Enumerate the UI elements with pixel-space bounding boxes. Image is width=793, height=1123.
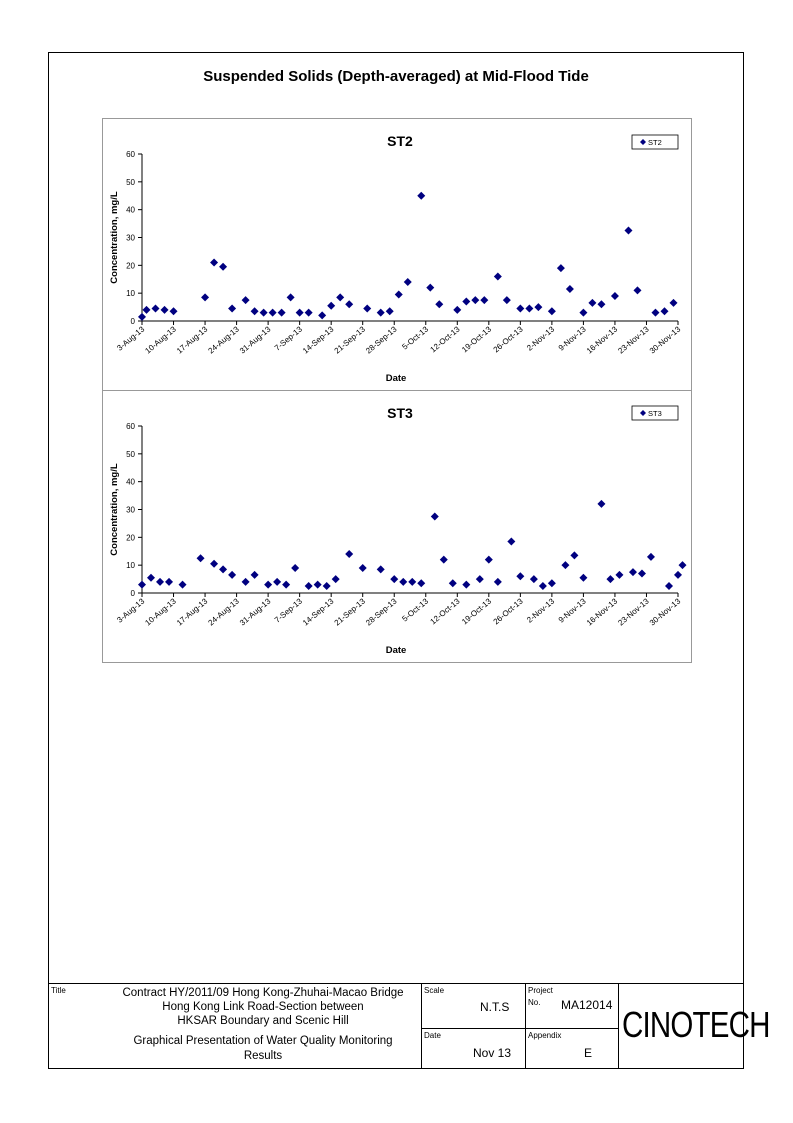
x-tick-label: 30-Nov-13: [647, 596, 683, 628]
data-point: [273, 578, 281, 586]
page-title: Suspended Solids (Depth-averaged) at Mid-Flood Tide: [203, 68, 589, 85]
x-tick-label: 26-Oct-13: [491, 596, 525, 627]
x-tick-label: 30-Nov-13: [647, 324, 683, 356]
x-tick-label: 9-Nov-13: [556, 324, 588, 353]
data-point: [665, 582, 673, 590]
x-tick-label: 14-Sep-13: [301, 596, 336, 628]
data-point: [251, 571, 259, 579]
x-tick-label: 17-Aug-13: [174, 324, 210, 356]
data-point: [426, 284, 434, 292]
y-tick-label: 10: [126, 561, 135, 571]
data-point: [674, 571, 682, 579]
data-point: [597, 300, 605, 308]
scale-value: N.T.S: [480, 1000, 510, 1014]
data-point: [156, 578, 164, 586]
y-tick-label: 0: [130, 317, 135, 326]
subject-line: Graphical Presentation of Water Quality Monitoring: [133, 1035, 393, 1047]
data-point: [170, 307, 178, 315]
x-tick-label: 19-Oct-13: [460, 324, 494, 355]
data-point: [314, 581, 322, 589]
x-tick-label: 7-Sep-13: [272, 596, 304, 625]
y-tick-label: 50: [126, 449, 135, 459]
x-tick-label: 7-Sep-13: [272, 324, 304, 353]
data-point: [210, 259, 218, 267]
y-tick-label: 20: [126, 533, 135, 543]
data-point: [566, 285, 574, 293]
legend-label: ST3: [648, 409, 662, 418]
x-tick-label: 21-Sep-13: [332, 596, 367, 628]
contract-line: Contract HY/2011/09 Hong Kong-Zhuhai-Macao Bridge: [122, 987, 404, 999]
x-tick-label: 5-Oct-13: [400, 324, 431, 352]
x-tick-label: 31-Aug-13: [237, 596, 273, 628]
data-point: [242, 578, 250, 586]
data-point: [318, 311, 326, 319]
data-point: [197, 554, 205, 562]
data-point: [138, 313, 146, 321]
appendix-label: Appendix: [528, 1031, 562, 1040]
appendix-value: E: [584, 1046, 593, 1060]
data-point: [539, 582, 547, 590]
x-tick-label: 19-Oct-13: [460, 596, 494, 627]
data-point: [242, 296, 250, 304]
data-point: [548, 579, 556, 587]
title-block-divider: [525, 984, 526, 1069]
data-point: [228, 571, 236, 579]
x-tick-label: 16-Nov-13: [584, 596, 620, 628]
y-tick-label: 10: [126, 289, 135, 299]
project-no-label: No.: [528, 998, 541, 1007]
subject-line: Results: [243, 1050, 283, 1062]
data-point: [210, 560, 218, 568]
data-point: [399, 578, 407, 586]
data-point: [332, 575, 340, 583]
title-block: [48, 983, 770, 1069]
drawing-subject: [108, 1034, 418, 1064]
x-tick-label: 2-Nov-13: [525, 324, 557, 353]
x-tick-label: 16-Nov-13: [584, 324, 620, 356]
data-point: [395, 291, 403, 299]
y-tick-label: 50: [126, 177, 135, 187]
x-tick-label: 17-Aug-13: [174, 596, 210, 628]
x-tick-label: 24-Aug-13: [206, 596, 241, 628]
project-number: MA12014: [561, 998, 613, 1012]
chart-title: ST3: [387, 405, 413, 421]
data-point: [363, 304, 371, 312]
data-point: [264, 581, 272, 589]
y-tick-label: 60: [126, 150, 135, 159]
contract-line: HKSAR Boundary and Scenic Hill: [177, 1015, 349, 1027]
data-point: [588, 299, 596, 307]
x-tick-label: 5-Oct-13: [400, 596, 431, 624]
y-tick-label: 30: [126, 233, 135, 243]
x-tick-label: 12-Oct-13: [428, 324, 462, 355]
data-point: [143, 306, 151, 314]
data-point: [165, 578, 173, 586]
data-point: [282, 581, 290, 589]
x-tick-label: 21-Sep-13: [332, 324, 367, 356]
data-point: [485, 556, 493, 564]
x-tick-label: 28-Sep-13: [364, 596, 399, 628]
data-point: [624, 227, 632, 235]
data-point: [260, 309, 268, 317]
x-tick-label: 10-Aug-13: [143, 596, 178, 628]
x-tick-label: 10-Aug-13: [143, 324, 178, 356]
x-tick-label: 2-Nov-13: [525, 596, 557, 625]
data-point: [152, 304, 160, 312]
data-point: [179, 581, 187, 589]
data-point: [611, 292, 619, 300]
data-point: [345, 300, 353, 308]
data-point: [638, 570, 646, 578]
data-point: [530, 575, 538, 583]
data-point: [287, 293, 295, 301]
title-block-divider: [618, 984, 619, 1069]
scale-label: Scale: [424, 986, 445, 995]
y-tick-label: 60: [126, 422, 135, 431]
data-point: [404, 278, 412, 286]
project-label: Project: [528, 986, 553, 995]
x-tick-label: 3-Aug-13: [115, 596, 147, 625]
contract-description: [118, 986, 408, 1028]
data-point: [305, 309, 313, 317]
x-tick-label: 9-Nov-13: [556, 596, 588, 625]
x-tick-label: 31-Aug-13: [237, 324, 273, 356]
data-point: [219, 263, 227, 271]
data-point: [327, 302, 335, 310]
data-point: [219, 565, 227, 573]
data-point: [345, 550, 353, 558]
data-point: [471, 296, 479, 304]
y-tick-label: 30: [126, 505, 135, 515]
data-point: [480, 296, 488, 304]
data-point: [201, 293, 209, 301]
x-axis-label: Date: [385, 373, 407, 384]
y-tick-label: 40: [126, 205, 135, 215]
data-point: [336, 293, 344, 301]
data-point: [305, 582, 313, 590]
data-point: [377, 565, 385, 573]
title-label: Title: [51, 986, 66, 995]
data-point: [251, 307, 259, 315]
data-point: [525, 304, 533, 312]
data-point: [417, 192, 425, 200]
data-point: [161, 306, 169, 314]
data-point: [629, 568, 637, 576]
data-point: [561, 561, 569, 569]
y-tick-label: 40: [126, 477, 135, 487]
data-point: [503, 296, 511, 304]
data-point: [679, 561, 687, 569]
data-point: [534, 303, 542, 311]
x-tick-label: 24-Aug-13: [206, 324, 241, 356]
data-point: [449, 579, 457, 587]
data-point: [291, 564, 299, 572]
data-point: [359, 564, 367, 572]
data-point: [494, 578, 502, 586]
data-point: [669, 299, 677, 307]
y-tick-label: 20: [126, 261, 135, 271]
data-point: [557, 264, 565, 272]
data-point: [548, 307, 556, 315]
y-axis-label: Concentration, mg/L: [109, 463, 120, 556]
data-point: [579, 574, 587, 582]
data-point: [660, 307, 668, 315]
chart-title: ST2: [387, 133, 413, 149]
data-point: [579, 309, 587, 317]
data-point: [323, 582, 331, 590]
data-point: [278, 309, 286, 317]
legend-label: ST2: [648, 138, 662, 147]
data-point: [408, 578, 416, 586]
data-point: [633, 286, 641, 294]
data-point: [417, 579, 425, 587]
x-tick-label: 28-Sep-13: [364, 324, 399, 356]
x-axis-label: Date: [385, 645, 407, 656]
data-point: [615, 571, 623, 579]
x-tick-label: 23-Nov-13: [616, 324, 651, 356]
data-point: [386, 307, 394, 315]
data-point: [570, 551, 578, 559]
date-label: Date: [424, 1031, 441, 1040]
data-point: [138, 581, 146, 589]
data-point: [516, 572, 524, 580]
data-point: [269, 309, 277, 317]
data-point: [228, 304, 236, 312]
date-value: Nov 13: [473, 1046, 512, 1060]
data-point: [390, 575, 398, 583]
data-point: [440, 556, 448, 564]
data-point: [462, 581, 470, 589]
data-point: [431, 512, 439, 520]
company-logo: CINOTECH: [622, 1004, 770, 1045]
data-point: [462, 298, 470, 306]
data-point: [453, 306, 461, 314]
x-tick-label: 26-Oct-13: [491, 324, 525, 355]
data-point: [494, 272, 502, 280]
data-point: [597, 500, 605, 508]
y-tick-label: 0: [130, 589, 135, 598]
data-point: [377, 309, 385, 317]
data-point: [435, 300, 443, 308]
data-point: [606, 575, 614, 583]
x-tick-label: 23-Nov-13: [616, 596, 651, 628]
data-point: [147, 574, 155, 582]
data-point: [516, 304, 524, 312]
data-point: [651, 309, 659, 317]
x-tick-label: 3-Aug-13: [115, 324, 147, 353]
title-block-divider: [421, 984, 422, 1069]
data-point: [476, 575, 484, 583]
title-block-divider: [421, 1028, 618, 1029]
x-tick-label: 14-Sep-13: [301, 324, 336, 356]
data-point: [507, 538, 515, 546]
data-point: [296, 309, 304, 317]
y-axis-label: Concentration, mg/L: [109, 191, 120, 284]
x-tick-label: 12-Oct-13: [428, 596, 462, 627]
data-point: [647, 553, 655, 561]
contract-line: Hong Kong Link Road-Section between: [162, 1001, 364, 1013]
